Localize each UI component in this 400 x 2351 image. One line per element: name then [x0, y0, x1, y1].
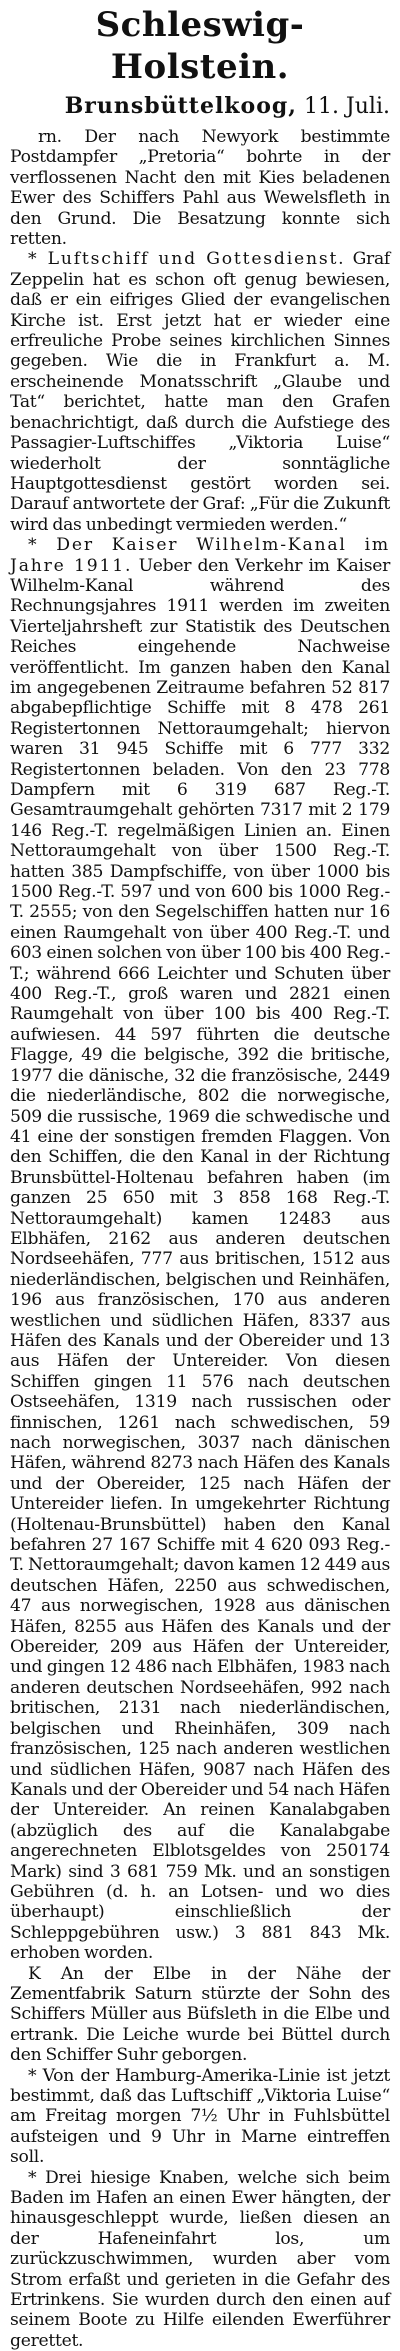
article-elbe-zementfabrik	[10, 1964, 390, 2066]
dateline-date: 11. Juli.	[303, 94, 390, 119]
article-text: Ueber den Verkehr im Kaiser Wilhelm-Kanal während des Rechnungsjahres 1911 werden im zweiten Vierteljahrsheft zur Statistik des Deutschen Reiches eingehende Nachweise veröffentlicht. Im ganzen haben den Kanal im angegebenen Zeitraume befahren 52 817 abgabepflichtige Schiffe mit 8 478 261 Registertonnen Nettoraumgehalt; hiervon waren 31 945 Schiffe mit 6 777 332 Registertonnen beladen. Von den 23 778 Dampfern mit 6 319 687 Reg.-T. Gesamtraumgehalt gehörten 7317 mit 2 179 146 Reg.-T. regelmäßigen Linien an. Einen Nettoraumgehalt von über 1500 Reg.-T. hatten 385 Dampfschiffe, von über 1000 bis 1500 Reg.-T. 597 und von 600 bis 1000 Reg.-T. 2555; von den Segelschiffen hatten nur 16 einen Raumgehalt von über 400 Reg.-T. und 603 einen solchen von über 100 bis 400 Reg.-T.; während 666 Leichter und Schuten über 400 Reg.-T., groß waren und 2821 einen Raumgehalt von über 100 bis 400 Reg.-T. aufwiesen. 44 597 führten die deutsche Flagge, 49 die belgische, 392 die britische, 1977 die dänische, 32 die französische, 2449 die niederländische, 802 die norwegische, 509 die russische, 1969 die schwedische und 41 eine der sonstigen fremden Flaggen. Von den Schiffen, die den Kanal in der Richtung Brunsbüttel-Holtenau befahren haben (im ganzen 25 650 mit 3 858 168 Reg.-T. Nettoraumgehalt) kamen 12483 aus Elbhäfen, 2162 aus anderen deutschen Nordseehäfen, 777 aus britischen, 1512 aus niederländischen, belgischen und Reinhäfen, 196 aus französischen, 170 aus anderen westlichen und südlichen Häfen, 8337 aus Häfen des Kanals und der Obereider und 13 aus Häfen der Untereider. Von diesen Schiffen gingen 11 576 nach deutschen Ostseehäfen, 1319 nach russischen oder finnischen, 1261 nach schwedischen, 59 nach norwegischen, 3037 nach dänischen Häfen, während 8273 nach Häfen des Kanals und der Obereider, 125 nach Häfen der Untereider liefen. In umgekehrter Richtung (Holtenau-Brunsbüttel) haben den Kanal befahren 27 167 Schiffe mit 4 620 093 Reg.-T. Nettoraumgehalt; davon kamen 12 449 aus deutschen Häfen, 2250 aus schwedischen, 47 aus norwegischen, 1928 aus dänischen Häfen, 8255 aus Häfen des Kanals und der Obereider, 209 aus Häfen der Untereider, und gingen 12 486 nach Elbhäfen, 1983 nach anderen deutschen Nordseehäfen, 992 nach britischen, 2131 nach niederländischen, belgischen und Rheinhäfen, 309 nach französischen, 125 nach anderen westlichen und südlichen Häfen, 9087 nach Häfen des Kanals und der Obereider und 54 nach Häfen der Untereider. An reinen Kanalabgaben (abzüglich des auf die Kanalabgabe angerechneten Elblotsgeldes von 250174 Mark) sind 3 681 759 Mk. und an sonstigen Gebühren (d. h. an Lotsen- und wo dies überhaupt) einschließlich der Schleppgebühren usw.) 3 881 843 Mk. erhoben worden.	[10, 555, 391, 1964]
article-kaiser-wilhelm-kanal	[10, 535, 390, 1963]
dateline-place: Brunsbüttelkoog,	[64, 93, 297, 119]
article-drei-knaben	[10, 2168, 390, 2351]
article-text: * Drei hiesige Knaben, welche sich beim Baden im Hafen an einen Ewer hängten, der hinausgeschleppt wurde, ließen diesen an der Hafeneinfahrt los, um zurückzuschwimmen, wurden aber vom Strom erfaßt und gerieten in die Gefahr des Ertrinkens. Sie wurden durch den einen auf seinem Boote zu Hilfe eilenden Ewerführer gerettet.	[10, 2167, 390, 2351]
article-text: * Von der Hamburg-Amerika-Linie ist jetzt bestimmt, daß das Luftschiff „Viktoria Luise“ am Freitag morgen 7½ Uhr in Fuhlsbüttel aufsteigen und 9 Uhr in Marne eintreffen soll.	[10, 2065, 390, 2168]
article-hamburg-amerika-linie	[10, 2066, 390, 2168]
article-pretoria	[10, 127, 390, 249]
section-title: Schleswig-Holstein.	[95, 5, 305, 87]
article-lead: * Luftschiff und Gottesdienst.	[28, 249, 346, 270]
article-text: K An der Elbe in der Nähe der Zementfabrik Saturn stürzte der Sohn des Schiffers Müller aus Büfsleth in die Elbe und ertrank. Die Leiche wurde bei Büttel durch den Schiffer Suhr geborgen.	[10, 1963, 390, 2066]
article-text: rn. Der nach Newyork bestimmte Postdampfer „Pretoria“ bohrte in der verflossenen Nacht den mit Kies beladenen Ewer des Schiffers Pahl aus Wewelsfleth in den Grund. Die Besatzung konnte sich retten.	[10, 127, 390, 250]
article-text: Graf Zeppelin hat es schon oft genug bewiesen, daß er ein eifriges Glied der evangelischen Kirche ist. Erst jetzt hat er wieder eine erfreuliche Probe seines kirchlichen Sinnes gegeben. Wie die in Frankfurt a. M. erscheinende Monatsschrift „Glaube und Tat“ berichtet, hatte man den Grafen benachrichtigt, daß durch die Aufstiege des Passagier-Luftschiffes „Viktoria Luise“ wiederholt der sonntägliche Hauptgottesdienst gestört worden sei. Darauf antwortete der Graf: „Für die Zukunft wird das unbedingt vermieden werden.“	[10, 249, 390, 535]
article-luftschiff-gottesdienst	[10, 249, 390, 535]
article-lead: * Der Kaiser Wilhelm-Kanal im Jahre 1911.	[10, 535, 390, 576]
dateline	[10, 90, 390, 123]
